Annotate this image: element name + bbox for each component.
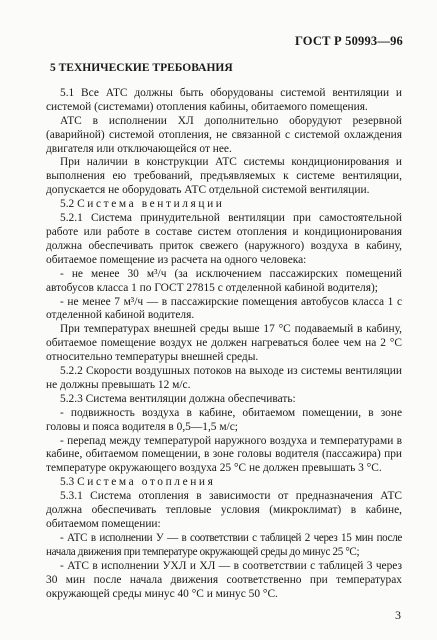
paragraph: 5.2.1 Система принудительной вентиляции при самостоятельной работе или работе в составе систем отопления и кондиционирования должна обеспечивать приток свежего (наружного) воздуха в кабину, обитаемое помещение из расчета на одного человека: bbox=[46, 212, 402, 266]
subsection-number: 5.3 bbox=[60, 476, 75, 489]
subsection-title: Система вентиляции bbox=[77, 198, 225, 211]
paragraph: - АТС в исполнении У — в соответствии с таблицей 2 через 15 мин после начала движения при температуре окружающей среды до минус 25 °С; bbox=[46, 531, 402, 558]
paragraph: - подвижность воздуха в кабине, обитаемом помещении, в зоне головы и пояса водителя в 0,5—1,5 м/с; bbox=[46, 406, 402, 433]
paragraph: АТС в исполнении ХЛ дополнительно оборудуют резервной (аварийной) системой отопления, не связанной с системой охлаждения двигателя или отключающейся от нее. bbox=[46, 114, 402, 155]
paragraph: - не менее 30 м³/ч (за исключением пассажирских помещений автобусов класса 1 по ГОСТ 27815 с отделенной кабиной водителя); bbox=[46, 267, 402, 294]
section-title: 5 ТЕХНИЧЕСКИЕ ТРЕБОВАНИЯ bbox=[50, 62, 233, 74]
paragraph: При температурах внешней среды выше 17 °С подаваемый в кабину, обитаемое помещение воздух не должен нагреваться более чем на 2 °С относительно температуры внешней среды. bbox=[46, 323, 402, 364]
paragraph: - перепад между температурой наружного воздуха и температурами в кабине, обитаемом помещении, в зоне головы водителя (пассажира) при температуре окружающего воздуха 25 °С не должен превышать 3 °С. bbox=[46, 434, 402, 475]
paragraph: - АТС в исполнении УХЛ и ХЛ — в соответствии с таблицей 3 через 30 мин после начала движения соответственно при температурах окружающей среды минус 40 °С и минус 50 °С. bbox=[46, 559, 402, 600]
paragraph: 5.1 Все АТС должны быть оборудованы системой вентиляции и системой (системами) отопления кабины, обитаемого помещения. bbox=[46, 86, 402, 113]
paragraph: 5.3.1 Система отопления в зависимости от предназначения АТС должна обеспечивать тепловые условия (микроклимат) в кабине, обитаемом помещении: bbox=[46, 490, 402, 530]
subsection-heading bbox=[46, 476, 402, 490]
paragraph: При наличии в конструкции АТС системы кондиционирования и выполнения ею требований, предъявляемых к системе вентиляции, допускается не оборудовать АТС отдельной системой вентиляции. bbox=[46, 156, 402, 197]
document-id: ГОСТ Р 50993—96 bbox=[294, 34, 403, 48]
paragraph: 5.2.3 Система вентиляции должна обеспечивать: bbox=[60, 392, 296, 405]
page-content bbox=[46, 62, 402, 601]
subsection-number: 5.2 bbox=[60, 198, 75, 211]
paragraph: - не менее 7 м³/ч — в пассажирские помещения автобусов класса 1 с отделенной кабиной водителя. bbox=[46, 295, 402, 322]
subsection-heading bbox=[46, 198, 402, 212]
subsection-title: Система отопления bbox=[77, 476, 216, 489]
paragraph: 5.2.2 Скорости воздушных потоков на выходе из системы вентиляции не должны превышать 12 м/с. bbox=[46, 365, 402, 391]
page-number: 3 bbox=[395, 608, 401, 622]
